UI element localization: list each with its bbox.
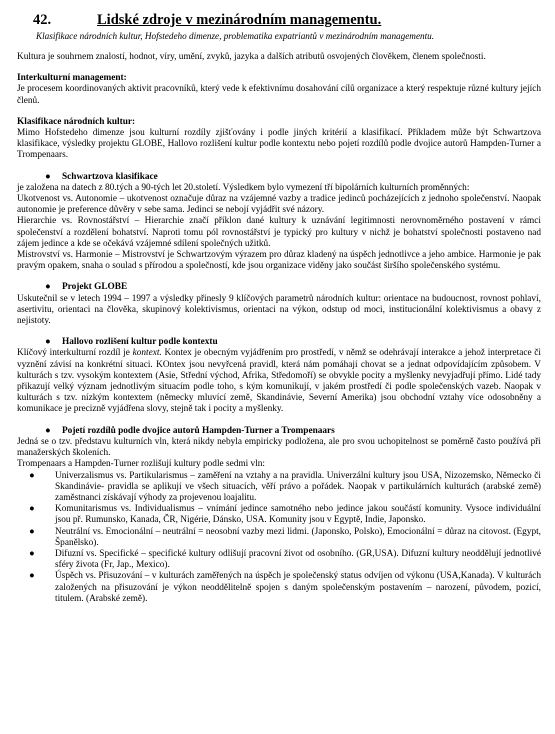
bullet-icon: ● [29, 571, 35, 582]
hall-text-b: Kontex je obecným vyjádřením pro prostředí, v němž se odehrávají interakce a jehož interpretace či vyznění závisí na konkrétní situaci. KOntex jsou nevyřcená pravidl, která nám pomáhají chovat se a jednat odpovídajícím způsobem. V kulturách s tzv. vysokým kontextem (Asie, Střední východ, Afrika, Středomoří) se obvykle pocity a myšlenky nevyjadřují přímo. Lidé tady přikazují velký význam jednotlivým situacím podle toho, s kým komunikují, v jakém prostředí či podle společenských vazeb. Naopak v kulturách s tzv. nízkým kontextem (německy mluvící země, Skandinávie, Severní Amerika) jsou obchodní vztahy více odosobněny a komunikace je precizně vyjádřena slovy, stejně tak i pocity a myšlenky. [17, 348, 541, 415]
hampden-heading-text: Pojetí rozdílů podle dvojice autorů Hampden-Turner a Trompenaars [62, 425, 335, 436]
list-item [17, 549, 541, 571]
intro-paragraph: Kultura je souhrnem znalostí, hodnot, víry, umění, zvyků, jazyka a dalších atributů osvojených člověkem, členem společnosti. [17, 52, 486, 62]
list-item [17, 471, 541, 505]
classification-heading: Klasifikace národních kultur: [17, 116, 136, 127]
bullet-icon: ● [29, 504, 35, 515]
list-item-text: Difuzní vs. Specifické – specifické kultury odlišují pracovní život od osobního. (GR,USA). Difuzní kultury neoddělují jednotlivé sféry života (Fr, Jap., Mexico). [55, 548, 541, 571]
spacer [17, 162, 541, 172]
hampden-paragraph: Jedná se o tzv. představu kulturních vln, která nikdy nebyla empiricky podložena, ale pro svou uchopitelnost se poměrně často používá při manažerských školeních. [17, 436, 541, 459]
page-title: Lidské zdroje v mezinárodním managementu. [97, 12, 382, 28]
hampden-intro: Trompenaars a Hampden-Turner rozlišují kultury podle sedmi vln: [17, 459, 265, 470]
hampden-heading [17, 426, 541, 437]
bullet-icon: ● [45, 171, 51, 182]
schwartz-line: Mistrovství vs. Harmonie – Mistrovství je Schwartzovým výrazem pro důraz kladený na úspěch jednotlivce a jeho ambice. Harmonie je pak pravým opakem, snaha o soulad s přírodou a společností, kde jsou organizace viděny jako součást širšího společenského systému. [17, 250, 541, 272]
globe-heading-text: Projekt GLOBE [62, 282, 128, 293]
schwartz-heading [17, 172, 541, 183]
spacer [17, 63, 541, 73]
bullet-icon: ● [29, 526, 35, 537]
classification-paragraph: Mimo Hofstedeho dimenze jsou kulturní rozdíly zjišťovány i podle jiných kritérií a klasifikací. Příkladem může být Schwartzova klasifikace, výsledky projektu GLOBE, Hallovo rozlišení kultur podle kontextu nebo pojetí rozdílů podle dvojice autorů Hampden-Turner a Trompenaars. [17, 128, 541, 161]
bullet-icon: ● [45, 425, 51, 436]
bullet-icon: ● [45, 337, 51, 348]
schwartz-line: je založena na datech z 80.tých a 90-tých let 20.století. Výsledkem bylo vymezení tří bipolárních kulturních proměnných: [17, 182, 470, 193]
bullet-icon: ● [29, 470, 35, 481]
section-number: 42. [33, 12, 52, 28]
bullet-icon: ● [29, 548, 35, 559]
globe-heading [17, 282, 541, 293]
spacer [17, 327, 541, 337]
list-item [17, 504, 541, 526]
page-subtitle: Klasifikace národních kultur, Hofstedeho dimenze, problematika expatriantů v mezinárodním managementu. [36, 31, 435, 41]
hall-text-italic: kontext. [132, 348, 162, 359]
hall-paragraph [17, 348, 541, 415]
spacer [17, 107, 541, 117]
spacer [17, 272, 541, 282]
hall-heading [17, 337, 541, 348]
title-row [33, 12, 541, 29]
list-item [17, 571, 541, 605]
intercultural-paragraph: Je procesem koordinovaných aktivit pracovníků, který vede k efektivnímu dosahování cílů organizace a který respektuje různé kultury jejích členů. [17, 84, 541, 106]
spacer [17, 42, 541, 52]
globe-paragraph: Uskutečnil se v letech 1994 – 1997 a výsledky přinesly 9 klíčových parametrů národních kultur: orientace na budoucnost, rovnost pohlaví, asertivitu, orientaci na člověka, skupinový kolektivismus, orientaci na výkon, odstup od moci, institucionální kolektivismus a obavy z nejistoty. [17, 293, 541, 327]
schwartz-line: Hierarchie vs. Rovnostářství – Hierarchie značí příklon dané kultury k uznávání legitimnosti nerovnoměrného postavení v rámci společenství a rozdělení bohatství. Naproti tomu pól rovnostářství je typický pro kultury v nichž je bohatství společnosti postaveno nad zájem jedince a kde se očekává vzájemné sdílení společných užitků. [17, 216, 541, 249]
bullet-icon: ● [45, 282, 51, 293]
list-item-text: Komunitarismus vs. Individualismus – vnímání jedince samotného nebo jedince jakou součástí komunity. Vysoce individuální jsou př. Rumunsko, Kanada, ČR, Nigérie, Dánsko, USA. Komunity jsou v Egyptě, Indie, Japonsko. [55, 504, 541, 526]
list-item-text: Neutrální vs. Emocionální – neutrální = neosobní vazby mezi lidmi. (Japonsko, Polsko), Emocionální = důraz na citovost. (Egypt, Španělsko). [55, 526, 541, 548]
intercultural-heading: Interkulturní management: [17, 73, 127, 84]
hall-heading-text: Hallovo rozlišení kultur podle kontextu [62, 337, 218, 348]
list-item-text: Univerzalismus vs. Partikularismus – zaměření na vztahy a na pravidla. Univerzální kultury jsou USA, Nizozemsko, Německo či Skandinávie- pravidla se aplikují ve všech situacích, věří právo a pořádek. Naopak v partikulárních kulturách (arabské země) zaměstnanci získávají výhody za projevenou loajalitu. [55, 470, 541, 503]
hall-text-a: Klíčový interkulturní rozdíl je [17, 348, 133, 359]
schwartz-line: Ukotvenost vs. Autonomie – ukotvenost označuje důraz na vzájemné vazby a tradice jedinců pocházejících z jednoho společenství. Naopak autonomie je preference důvěry v sebe sama. Jedinci se nebojí vyjádřit své názory. [17, 194, 541, 216]
spacer [17, 416, 541, 426]
schwartz-heading-text: Schwartzova klasifikace [62, 171, 158, 182]
list-item [17, 527, 541, 549]
list-item-text: Úspěch vs. Přisuzování – v kulturách zaměřených na úspěch je společenský status odvíjen od výkonu (USA,Kanada). V kulturách založených na přisuzování je výkon neoddělitelně spojen s daným společenským postavením – narození, původem, pozicí, titulem. (Arabské země). [55, 571, 541, 604]
